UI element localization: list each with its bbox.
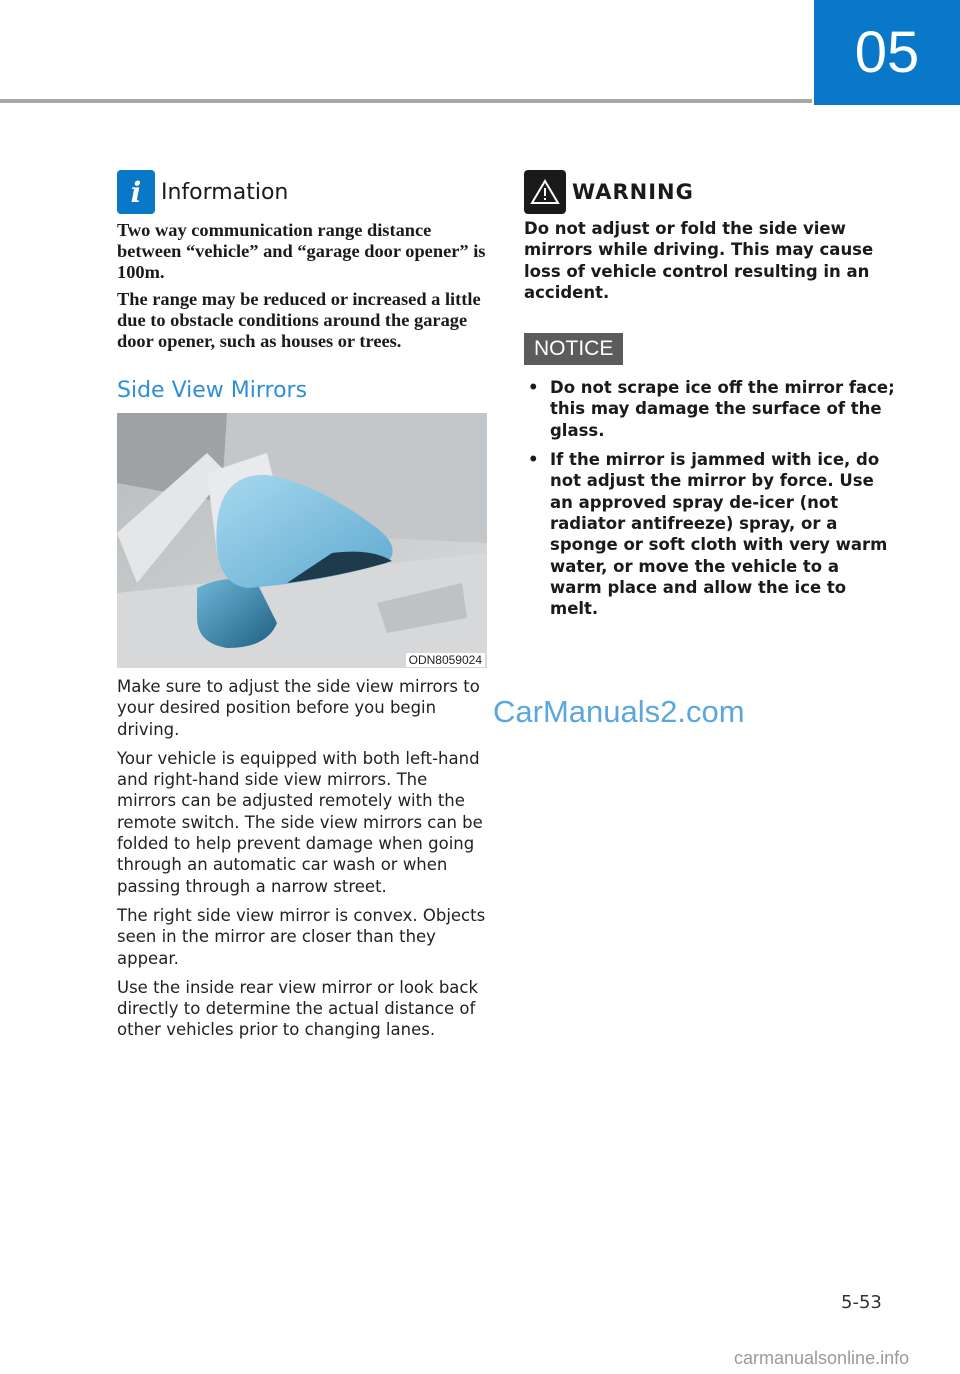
side-mirror-illustration bbox=[117, 413, 487, 668]
side-mirror-drawing bbox=[117, 413, 487, 668]
watermark: CarManuals2.com bbox=[493, 694, 745, 729]
right-column bbox=[524, 170, 896, 627]
notice-list bbox=[524, 377, 896, 619]
information-title: Information bbox=[161, 179, 289, 205]
footer-site: carmanualsonline.info bbox=[734, 1348, 910, 1368]
body-paragraph: Your vehicle is equipped with both left-hand and right-hand side view mirrors. The mirrors can be adjusted remotely with the remote switch. The side view mirrors can be folded to help prevent damage when going through an automatic car wash or when passing through a narrow street. bbox=[117, 748, 483, 896]
information-paragraph: The range may be reduced or increased a little due to obstacle conditions around the garage door opener, such as houses or trees. bbox=[117, 289, 481, 351]
information-icon: i bbox=[117, 170, 155, 214]
body-paragraph: The right side view mirror is convex. Objects seen in the mirror are closer than they appear. bbox=[117, 905, 486, 968]
warning-text: Do not adjust or fold the side view mirrors while driving. This may cause loss of vehicle control resulting in an accident. bbox=[524, 219, 874, 302]
warning-header bbox=[524, 170, 896, 214]
warning-title: WARNING bbox=[572, 180, 694, 204]
figure-code: ODN8059024 bbox=[406, 653, 485, 667]
body-paragraph: Make sure to adjust the side view mirrors to your desired position before you begin driving. bbox=[117, 677, 480, 739]
section-title: Side View Mirrors bbox=[117, 378, 308, 403]
information-header bbox=[117, 170, 489, 214]
chapter-tab: 05 bbox=[814, 0, 960, 105]
notice-badge: NOTICE bbox=[524, 333, 623, 365]
notice-item: • Do not scrape ice off the mirror face; this may damage the surface of the glass. bbox=[528, 378, 895, 440]
notice-item: • If the mirror is jammed with ice, do not adjust the mirror by force. Use an approved spray de-icer (not radiator antifreeze) spray, or a sponge or soft cloth with very warm water, or move the vehicle to a warm place and allow the ice to melt. bbox=[528, 450, 888, 619]
body-paragraph: Use the inside rear view mirror or look back directly to determine the actual distance of other vehicles prior to changing lanes. bbox=[117, 977, 479, 1040]
warning-triangle-icon bbox=[524, 170, 566, 214]
page-number: 5-53 bbox=[841, 1292, 882, 1313]
left-column bbox=[117, 170, 489, 1041]
information-paragraph: Two way communication range distance between “vehicle” and “garage door opener” is 100m. bbox=[117, 220, 486, 282]
header-rule bbox=[0, 99, 812, 103]
